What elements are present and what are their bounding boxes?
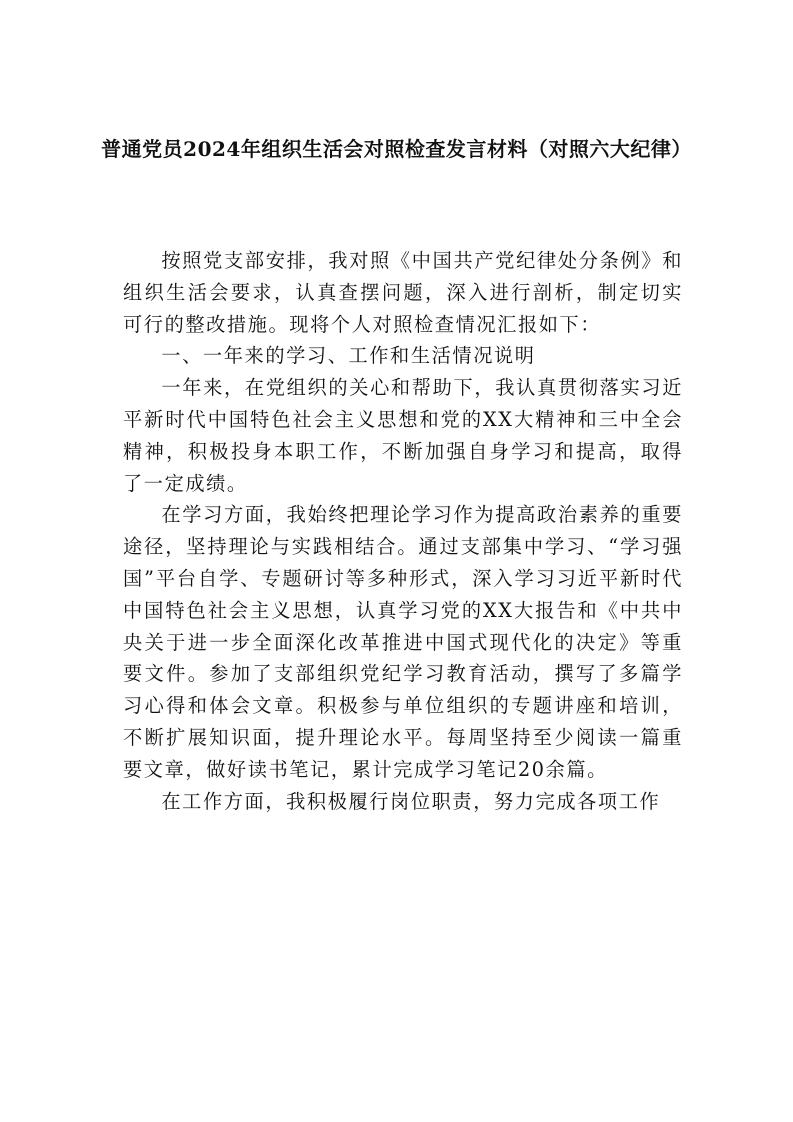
document-body	[123, 245, 683, 817]
paragraph-study: 在学习方面，我始终把理论学习作为提高政治素养的重要途径，坚持理论与实践相结合。通过支部集中学习、“学习强国”平台自学、专题研讨等多种形式，深入学习习近平新时代中国特色社会主义思想，认真学习党的XX大报告和《中共中央关于进一步全面深化改革推进中国式现代化的决定》等重要文件。参加了支部组织党纪学习教育活动，撰写了多篇学习心得和体会文章。积极参与单位组织的专题讲座和培训，不断扩展知识面，提升理论水平。每周坚持至少阅读一篇重要文章，做好读书笔记，累计完成学习笔记20余篇。	[123, 503, 683, 781]
paragraph-intro: 按照党支部安排，我对照《中国共产党纪律处分条例》和组织生活会要求，认真查摆问题，深入进行剖析，制定切实可行的整改措施。现将个人对照检查情况汇报如下：	[123, 249, 683, 336]
paragraph-work: 在工作方面，我积极履行岗位职责，努力完成各项工作	[161, 789, 661, 813]
document-title: 普通党员2024年组织生活会对照检查发言材料（对照六大纪律）	[101, 137, 692, 161]
paragraph-overview: 一年来，在党组织的关心和帮助下，我认真贯彻落实习近平新时代中国特色社会主义思想和党的XX大精神和三中全会精神，积极投身本职工作，不断加强自身学习和提高，取得了一定成绩。	[123, 376, 683, 495]
section-heading-1: 一、一年来的学习、工作和生活情况说明	[161, 344, 536, 368]
